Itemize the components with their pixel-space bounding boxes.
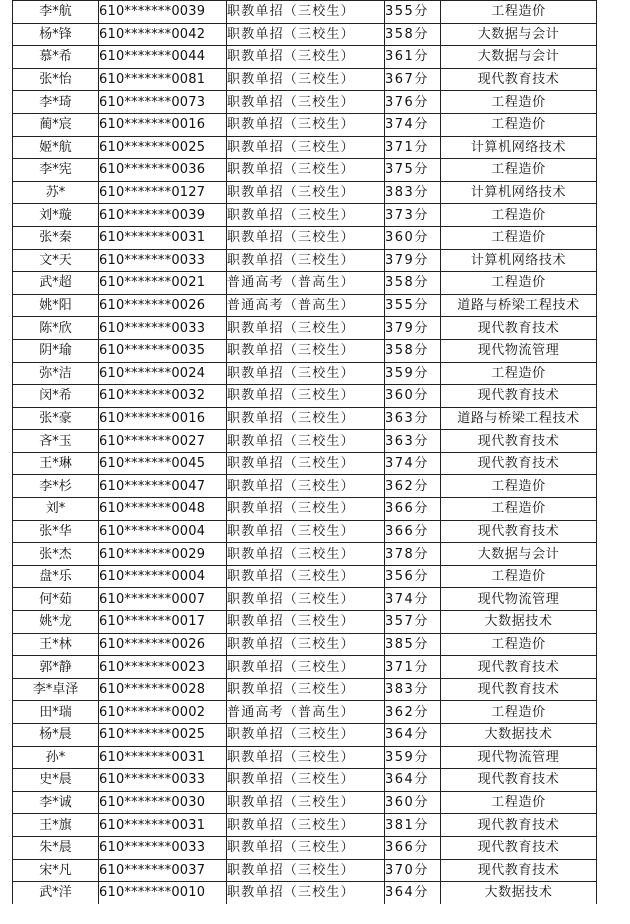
major-cell: 工程造价 <box>441 91 597 114</box>
id-number-cell: 610*******0031 <box>99 226 227 249</box>
id-number-cell: 610*******0127 <box>99 181 227 204</box>
student-name-cell: 王*林 <box>13 633 99 656</box>
id-number-cell: 610*******0039 <box>99 204 227 227</box>
student-name-cell: 张*杰 <box>13 543 99 566</box>
table-row <box>13 385 597 408</box>
major-cell: 工程造价 <box>441 159 597 182</box>
table-row <box>13 633 597 656</box>
id-number-cell: 610*******0073 <box>99 91 227 114</box>
major-cell: 计算机网络技术 <box>441 181 597 204</box>
major-cell: 大数据与会计 <box>441 543 597 566</box>
student-name-cell: 李*琦 <box>13 91 99 114</box>
id-number-cell: 610*******0025 <box>99 724 227 747</box>
table-row <box>13 91 597 114</box>
score-cell: 378分 <box>385 543 441 566</box>
admission-category-cell: 职教单招（三校生） <box>227 159 385 182</box>
admission-category-cell: 职教单招（三校生） <box>227 204 385 227</box>
table-row <box>13 588 597 611</box>
id-number-cell: 610*******0025 <box>99 136 227 159</box>
id-number-cell: 610*******0037 <box>99 859 227 882</box>
score-cell: 359分 <box>385 362 441 385</box>
score-cell: 366分 <box>385 498 441 521</box>
major-cell: 道路与桥梁工程技术 <box>441 407 597 430</box>
id-number-cell: 610*******0016 <box>99 407 227 430</box>
table-row <box>13 159 597 182</box>
table-row <box>13 23 597 46</box>
admission-category-cell: 职教单招（三校生） <box>227 249 385 272</box>
admission-category-cell: 职教单招（三校生） <box>227 543 385 566</box>
id-number-cell: 610*******0044 <box>99 46 227 69</box>
admission-list-table <box>12 0 597 905</box>
id-number-cell: 610*******0002 <box>99 701 227 724</box>
student-name-cell: 孙* <box>13 746 99 769</box>
id-number-cell: 610*******0007 <box>99 588 227 611</box>
admission-category-cell: 职教单招（三校生） <box>227 678 385 701</box>
score-cell: 381分 <box>385 814 441 837</box>
major-cell: 计算机网络技术 <box>441 136 597 159</box>
id-number-cell: 610*******0081 <box>99 68 227 91</box>
major-cell: 道路与桥梁工程技术 <box>441 294 597 317</box>
id-number-cell: 610*******0027 <box>99 430 227 453</box>
table-row <box>13 836 597 859</box>
table-row <box>13 565 597 588</box>
admission-category-cell: 职教单招（三校生） <box>227 498 385 521</box>
id-number-cell: 610*******0033 <box>99 249 227 272</box>
admission-category-cell: 职教单招（三校生） <box>227 113 385 136</box>
student-name-cell: 田*瑞 <box>13 701 99 724</box>
score-cell: 373分 <box>385 204 441 227</box>
major-cell: 工程造价 <box>441 633 597 656</box>
admission-category-cell: 职教单招（三校生） <box>227 181 385 204</box>
page-bottom-margin <box>0 904 630 924</box>
major-cell: 工程造价 <box>441 226 597 249</box>
admission-category-cell: 职教单招（三校生） <box>227 565 385 588</box>
student-name-cell: 李*宪 <box>13 159 99 182</box>
table-row <box>13 656 597 679</box>
score-cell: 371分 <box>385 136 441 159</box>
score-cell: 360分 <box>385 385 441 408</box>
admission-category-cell: 职教单招（三校生） <box>227 407 385 430</box>
major-cell: 现代教育技术 <box>441 656 597 679</box>
student-name-cell: 何*茹 <box>13 588 99 611</box>
table-row <box>13 520 597 543</box>
major-cell: 工程造价 <box>441 475 597 498</box>
id-number-cell: 610*******0017 <box>99 611 227 634</box>
table-row <box>13 226 597 249</box>
admission-category-cell: 职教单招（三校生） <box>227 769 385 792</box>
table-row <box>13 272 597 295</box>
score-cell: 364分 <box>385 724 441 747</box>
major-cell: 现代教育技术 <box>441 520 597 543</box>
admission-category-cell: 职教单招（三校生） <box>227 746 385 769</box>
score-cell: 383分 <box>385 181 441 204</box>
major-cell: 现代教育技术 <box>441 859 597 882</box>
id-number-cell: 610*******0047 <box>99 475 227 498</box>
table-row <box>13 543 597 566</box>
student-name-cell: 郭*静 <box>13 656 99 679</box>
admission-category-cell: 职教单招（三校生） <box>227 656 385 679</box>
admission-category-cell: 职教单招（三校生） <box>227 724 385 747</box>
id-number-cell: 610*******0010 <box>99 882 227 905</box>
student-name-cell: 姚*龙 <box>13 611 99 634</box>
id-number-cell: 610*******0026 <box>99 633 227 656</box>
id-number-cell: 610*******0033 <box>99 836 227 859</box>
admission-category-cell: 职教单招（三校生） <box>227 452 385 475</box>
major-cell: 现代教育技术 <box>441 814 597 837</box>
table-row <box>13 249 597 272</box>
id-number-cell: 610*******0036 <box>99 159 227 182</box>
table-row <box>13 791 597 814</box>
score-cell: 355分 <box>385 294 441 317</box>
major-cell: 大数据技术 <box>441 882 597 905</box>
admission-category-cell: 职教单招（三校生） <box>227 859 385 882</box>
student-name-cell: 李*航 <box>13 1 99 24</box>
admission-category-cell: 职教单招（三校生） <box>227 633 385 656</box>
score-cell: 364分 <box>385 769 441 792</box>
major-cell: 现代教育技术 <box>441 836 597 859</box>
major-cell: 现代教育技术 <box>441 452 597 475</box>
admission-category-cell: 职教单招（三校生） <box>227 814 385 837</box>
student-name-cell: 吝*玉 <box>13 430 99 453</box>
major-cell: 现代物流管理 <box>441 339 597 362</box>
table-row <box>13 317 597 340</box>
table-row <box>13 407 597 430</box>
student-name-cell: 王*琳 <box>13 452 99 475</box>
student-name-cell: 朱*晨 <box>13 836 99 859</box>
table-row <box>13 882 597 905</box>
score-cell: 371分 <box>385 656 441 679</box>
table-row <box>13 498 597 521</box>
score-cell: 358分 <box>385 339 441 362</box>
score-cell: 376分 <box>385 91 441 114</box>
score-cell: 363分 <box>385 430 441 453</box>
id-number-cell: 610*******0004 <box>99 565 227 588</box>
student-name-cell: 闵*希 <box>13 385 99 408</box>
admission-category-cell: 职教单招（三校生） <box>227 23 385 46</box>
student-name-cell: 李*卓泽 <box>13 678 99 701</box>
admission-category-cell: 职教单招（三校生） <box>227 588 385 611</box>
student-name-cell: 杨*晨 <box>13 724 99 747</box>
id-number-cell: 610*******0045 <box>99 452 227 475</box>
score-cell: 366分 <box>385 836 441 859</box>
major-cell: 工程造价 <box>441 113 597 136</box>
id-number-cell: 610*******0033 <box>99 769 227 792</box>
student-name-cell: 李*杉 <box>13 475 99 498</box>
student-name-cell: 蔺*宸 <box>13 113 99 136</box>
student-name-cell: 刘* <box>13 498 99 521</box>
admission-category-cell: 职教单招（三校生） <box>227 520 385 543</box>
student-name-cell: 姚*阳 <box>13 294 99 317</box>
student-name-cell: 盘*乐 <box>13 565 99 588</box>
major-cell: 工程造价 <box>441 362 597 385</box>
score-cell: 359分 <box>385 746 441 769</box>
admission-category-cell: 普通高考（普高生） <box>227 294 385 317</box>
student-name-cell: 武*洋 <box>13 882 99 905</box>
id-number-cell: 610*******0024 <box>99 362 227 385</box>
admission-category-cell: 职教单招（三校生） <box>227 475 385 498</box>
score-cell: 362分 <box>385 701 441 724</box>
major-cell: 现代物流管理 <box>441 746 597 769</box>
id-number-cell: 610*******0031 <box>99 814 227 837</box>
student-name-cell: 慕*希 <box>13 46 99 69</box>
major-cell: 现代教育技术 <box>441 678 597 701</box>
id-number-cell: 610*******0048 <box>99 498 227 521</box>
table-row <box>13 136 597 159</box>
major-cell: 工程造价 <box>441 791 597 814</box>
table-row <box>13 1 597 24</box>
admission-category-cell: 职教单招（三校生） <box>227 1 385 24</box>
student-name-cell: 阴*瑜 <box>13 339 99 362</box>
table-row <box>13 362 597 385</box>
student-name-cell: 张*秦 <box>13 226 99 249</box>
id-number-cell: 610*******0035 <box>99 339 227 362</box>
student-name-cell: 史*晨 <box>13 769 99 792</box>
table-row <box>13 678 597 701</box>
id-number-cell: 610*******0021 <box>99 272 227 295</box>
score-cell: 355分 <box>385 1 441 24</box>
table-row <box>13 611 597 634</box>
admission-category-cell: 职教单招（三校生） <box>227 882 385 905</box>
table-row <box>13 430 597 453</box>
score-cell: 375分 <box>385 159 441 182</box>
admission-category-cell: 职教单招（三校生） <box>227 68 385 91</box>
student-name-cell: 张*怡 <box>13 68 99 91</box>
score-cell: 370分 <box>385 859 441 882</box>
major-cell: 现代教育技术 <box>441 385 597 408</box>
score-cell: 379分 <box>385 317 441 340</box>
id-number-cell: 610*******0031 <box>99 746 227 769</box>
major-cell: 大数据与会计 <box>441 23 597 46</box>
student-name-cell: 张*华 <box>13 520 99 543</box>
admission-category-cell: 职教单招（三校生） <box>227 339 385 362</box>
table-row <box>13 814 597 837</box>
student-name-cell: 文*天 <box>13 249 99 272</box>
table-row <box>13 769 597 792</box>
admission-category-cell: 职教单招（三校生） <box>227 46 385 69</box>
score-cell: 360分 <box>385 226 441 249</box>
score-cell: 374分 <box>385 113 441 136</box>
admission-category-cell: 职教单招（三校生） <box>227 611 385 634</box>
id-number-cell: 610*******0039 <box>99 1 227 24</box>
id-number-cell: 610*******0042 <box>99 23 227 46</box>
score-cell: 385分 <box>385 633 441 656</box>
major-cell: 现代教育技术 <box>441 769 597 792</box>
major-cell: 工程造价 <box>441 204 597 227</box>
score-cell: 362分 <box>385 475 441 498</box>
score-cell: 367分 <box>385 68 441 91</box>
table-row <box>13 701 597 724</box>
score-cell: 363分 <box>385 407 441 430</box>
student-name-cell: 杨*锋 <box>13 23 99 46</box>
table-row <box>13 204 597 227</box>
table-row <box>13 859 597 882</box>
score-cell: 383分 <box>385 678 441 701</box>
table-row <box>13 46 597 69</box>
admission-category-cell: 职教单招（三校生） <box>227 430 385 453</box>
id-number-cell: 610*******0016 <box>99 113 227 136</box>
student-name-cell: 姬*航 <box>13 136 99 159</box>
major-cell: 工程造价 <box>441 701 597 724</box>
score-cell: 366分 <box>385 520 441 543</box>
student-name-cell: 张*豪 <box>13 407 99 430</box>
table-row <box>13 452 597 475</box>
table-row <box>13 181 597 204</box>
id-number-cell: 610*******0004 <box>99 520 227 543</box>
major-cell: 大数据技术 <box>441 611 597 634</box>
student-name-cell: 苏* <box>13 181 99 204</box>
major-cell: 现代教育技术 <box>441 430 597 453</box>
student-name-cell: 李*诚 <box>13 791 99 814</box>
score-cell: 364分 <box>385 882 441 905</box>
id-number-cell: 610*******0032 <box>99 385 227 408</box>
admission-category-cell: 普通高考（普高生） <box>227 272 385 295</box>
admission-category-cell: 职教单招（三校生） <box>227 91 385 114</box>
student-name-cell: 弥*洁 <box>13 362 99 385</box>
major-cell: 大数据技术 <box>441 724 597 747</box>
major-cell: 工程造价 <box>441 272 597 295</box>
table-row <box>13 746 597 769</box>
id-number-cell: 610*******0026 <box>99 294 227 317</box>
table-row <box>13 339 597 362</box>
id-number-cell: 610*******0023 <box>99 656 227 679</box>
major-cell: 工程造价 <box>441 1 597 24</box>
table-row <box>13 113 597 136</box>
score-cell: 360分 <box>385 791 441 814</box>
score-cell: 361分 <box>385 46 441 69</box>
major-cell: 计算机网络技术 <box>441 249 597 272</box>
admission-category-cell: 职教单招（三校生） <box>227 226 385 249</box>
score-cell: 358分 <box>385 272 441 295</box>
id-number-cell: 610*******0029 <box>99 543 227 566</box>
id-number-cell: 610*******0028 <box>99 678 227 701</box>
admission-category-cell: 职教单招（三校生） <box>227 136 385 159</box>
admission-category-cell: 职教单招（三校生） <box>227 317 385 340</box>
major-cell: 现代教育技术 <box>441 317 597 340</box>
table-body <box>13 1 597 905</box>
id-number-cell: 610*******0030 <box>99 791 227 814</box>
major-cell: 大数据与会计 <box>441 46 597 69</box>
student-name-cell: 宋*凡 <box>13 859 99 882</box>
score-cell: 374分 <box>385 452 441 475</box>
admission-category-cell: 职教单招（三校生） <box>227 385 385 408</box>
admission-category-cell: 职教单招（三校生） <box>227 791 385 814</box>
major-cell: 现代物流管理 <box>441 588 597 611</box>
student-name-cell: 武*超 <box>13 272 99 295</box>
admission-category-cell: 职教单招（三校生） <box>227 362 385 385</box>
major-cell: 工程造价 <box>441 498 597 521</box>
admission-category-cell: 普通高考（普高生） <box>227 701 385 724</box>
table-row <box>13 294 597 317</box>
score-cell: 358分 <box>385 23 441 46</box>
admission-category-cell: 职教单招（三校生） <box>227 836 385 859</box>
major-cell: 工程造价 <box>441 565 597 588</box>
id-number-cell: 610*******0033 <box>99 317 227 340</box>
score-cell: 356分 <box>385 565 441 588</box>
score-cell: 357分 <box>385 611 441 634</box>
student-name-cell: 王*旗 <box>13 814 99 837</box>
score-cell: 379分 <box>385 249 441 272</box>
table-row <box>13 68 597 91</box>
table-row <box>13 724 597 747</box>
score-cell: 374分 <box>385 588 441 611</box>
student-name-cell: 陈*欣 <box>13 317 99 340</box>
student-name-cell: 刘*璇 <box>13 204 99 227</box>
table-row <box>13 475 597 498</box>
major-cell: 现代教育技术 <box>441 68 597 91</box>
